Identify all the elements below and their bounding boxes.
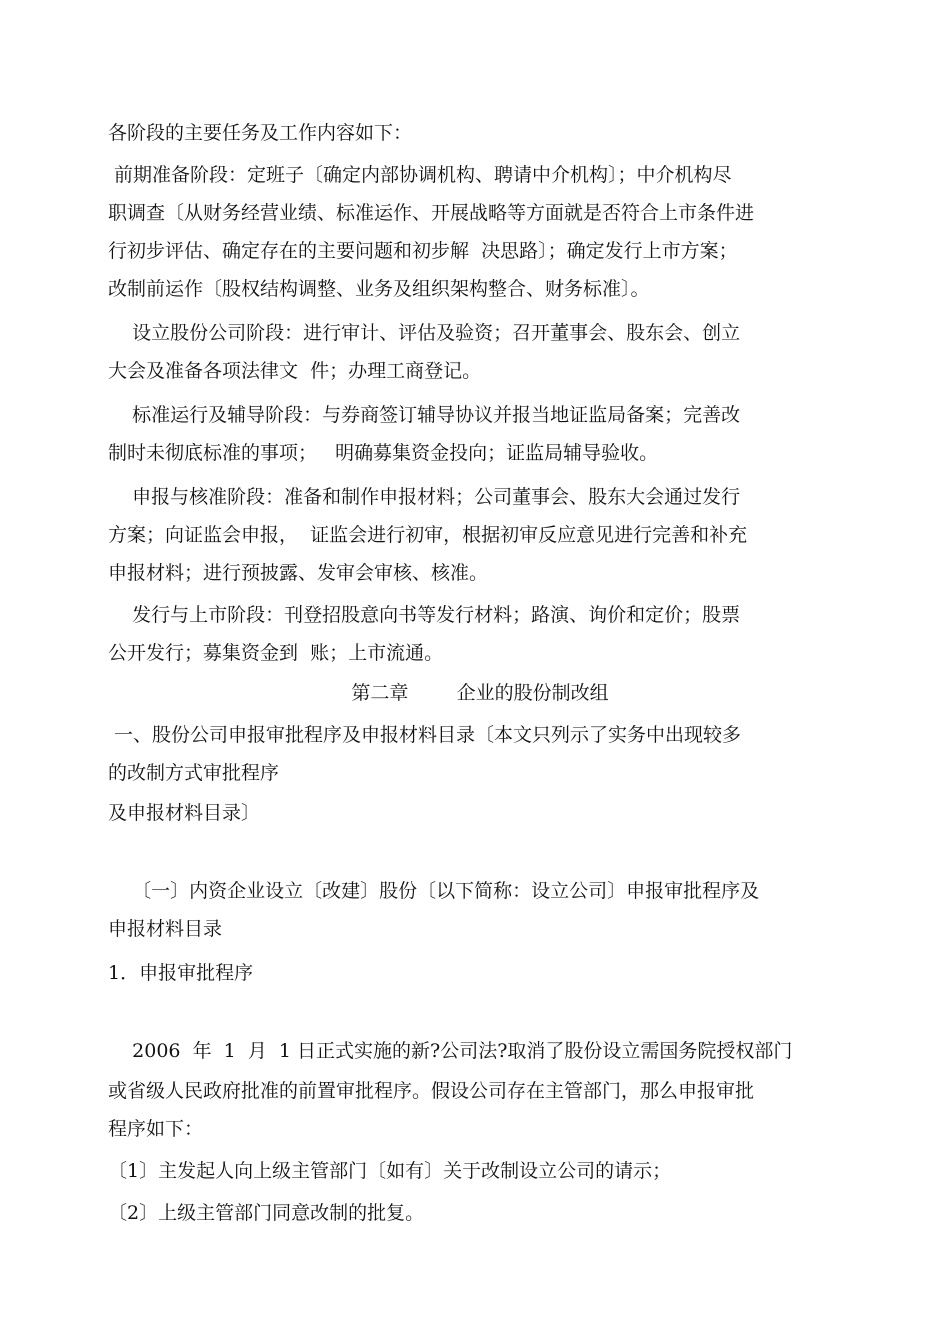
intro-line: 各阶段的主要任务及工作内容如下：	[108, 122, 413, 144]
item-one-heading: 1．申报审批程序	[108, 962, 254, 984]
section-one-line-2: 的改制方式审批程序	[108, 762, 280, 784]
stage-prep-line-1: 前期准备阶段：定班子〔确定内部协调机构、聘请中介机构〕；中介机构尽	[108, 164, 732, 186]
stage-standard-line-1: 标准运行及辅导阶段：与券商签订辅导协议并报当地证监局备案；完善改	[108, 404, 741, 426]
section-one-line-3: 及申报材料目录〕	[108, 802, 261, 824]
stage-report-line-1: 申报与核准阶段：准备和制作申报材料；公司董事会、股东大会通过发行	[108, 486, 741, 508]
procedure-paragraph-line-1: 2006 年 1 月 1 日正式实施的新?公司法?取消了股份设立需国务院授权部门	[108, 1040, 793, 1062]
stage-prep-line-4: 改制前运作〔股权结构调整、业务及组织架构整合、财务标准〕。	[108, 278, 650, 300]
stage-report-line-3: 申报材料；进行预披露、发审会审核、核准。	[108, 562, 489, 584]
subsection-one-line-2: 申报材料目录	[108, 918, 223, 940]
section-one-line-1: 一、股份公司申报审批程序及申报材料目录〔本文只列示了实务中出现较多	[108, 724, 742, 746]
stage-report-line-2: 方案；向证监会申报， 证监会进行初审，根据初审反应意见进行完善和补充	[108, 524, 748, 546]
procedure-paragraph-line-3: 程序如下：	[108, 1118, 204, 1140]
procedure-step-1: 〔1〕主发起人向上级主管部门〔如有〕关于改制设立公司的请示；	[108, 1160, 672, 1182]
stage-listing-line-1: 发行与上市阶段：刊登招股意向书等发行材料；路演、询价和定价；股票	[108, 604, 741, 626]
stage-prep-line-3: 行初步评估、确定存在的主要问题和初步解 决思路〕；确定发行上市方案；	[108, 240, 738, 262]
procedure-paragraph-line-2: 或省级人民政府批准的前置审批程序。假设公司存在主管部门，那么申报审批	[108, 1080, 755, 1102]
stage-prep-line-2: 职调查〔从财务经营业绩、标准运作、开展战略等方面就是否符合上市条件进	[108, 202, 755, 224]
stage-standard-line-2: 制时未彻底标准的事项； 明确募集资金投向；证监局辅导验收。	[108, 442, 659, 464]
stage-setup-line-1: 设立股份公司阶段：进行审计、评估及验资；召开董事会、股东会、创立	[108, 322, 741, 344]
stage-setup-line-2: 大会及准备各项法律文 件；办理工商登记。	[108, 360, 482, 382]
procedure-step-2: 〔2〕上级主管部门同意改制的批复。	[108, 1202, 425, 1224]
chapter-heading: 第二章 企业的股份制改组	[351, 682, 609, 704]
stage-listing-line-2: 公开发行；募集资金到 账；上市流通。	[108, 642, 444, 664]
subsection-one-line-1: 〔一〕内资企业设立〔改建〕股份〔以下简称：设立公司〕申报审批程序及	[108, 880, 760, 902]
